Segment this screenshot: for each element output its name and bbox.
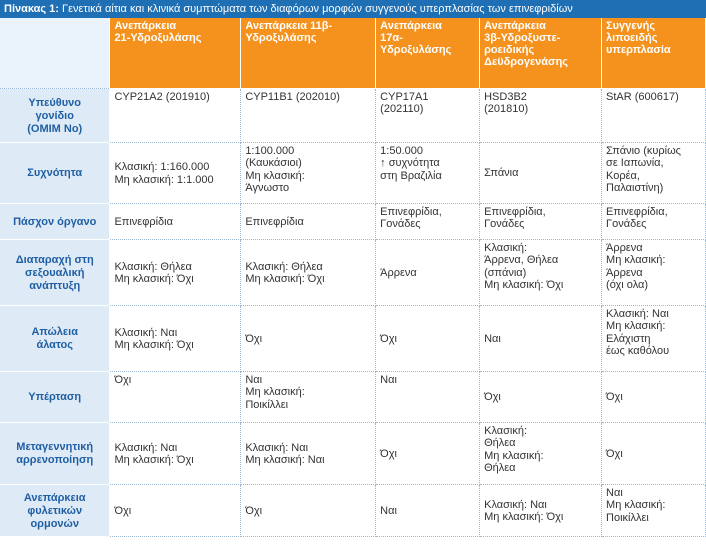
- table-cell: Επινεφρίδια, Γονάδες: [376, 203, 480, 239]
- table-cell: Ναι: [376, 484, 480, 536]
- row-header-salt-wasting: Απώλεια άλατος: [0, 305, 110, 371]
- data-table: [0, 18, 706, 537]
- table-cell: Κλασική: Ναι Μη κλασική: Όχι: [110, 305, 241, 371]
- table-cell: Όχι: [480, 371, 602, 422]
- row-header-affected-organ: Πάσχον όργανο: [0, 203, 110, 239]
- table-row: [0, 203, 706, 239]
- table-cell: Όχι: [110, 484, 241, 536]
- header-row: [0, 18, 706, 88]
- row-header-gene: Υπεύθυνο γονίδιο (ΟΜΙΜ Νο): [0, 88, 110, 142]
- table-cell: Επινεφρίδια: [241, 203, 376, 239]
- table-cell: Κλασική: 1:160.000 Μη κλασική: 1:1.000: [110, 142, 241, 203]
- table-cell: Ναι: [480, 305, 602, 371]
- corner-cell: [0, 18, 110, 88]
- table-cell: Σπάνια: [480, 142, 602, 203]
- table-cell: Όχι: [602, 422, 706, 484]
- table-cell: Όχι: [241, 484, 376, 536]
- table-cell: Άρρενα Μη κλασική: Άρρενα (όχι ολα): [602, 239, 706, 305]
- row-header-hypertension: Υπέρταση: [0, 371, 110, 422]
- table-cell: Κλασική: Ναι Μη κλασική: Ελάχιστη έως καθόλου: [602, 305, 706, 371]
- caption-label: Πίνακας 1:: [4, 3, 59, 15]
- table-cell: 1:100.000 (Καυκάσιοι) Μη κλασική: Άγνωστο: [241, 142, 376, 203]
- table-cell: HSD3B2 (201810): [480, 88, 602, 142]
- table-cell: Ναι Μη κλασική: Ποικίλλει: [241, 371, 376, 422]
- table-cell: CYP11B1 (202010): [241, 88, 376, 142]
- table-cell: Όχι: [241, 305, 376, 371]
- table-cell: CYP21A2 (201910): [110, 88, 241, 142]
- table-row: [0, 239, 706, 305]
- table-cell: Επινεφρίδια, Γονάδες: [602, 203, 706, 239]
- table-cell: Όχι: [602, 371, 706, 422]
- table-cell: Επινεφρίδια: [110, 203, 241, 239]
- table-cell: Κλασική: Θήλεα Μη κλασική: Όχι: [241, 239, 376, 305]
- column-header-11b-hydroxylase: Ανεπάρκεια 11β- Υδροξυλάσης: [241, 18, 376, 88]
- table-cell: Κλασική: Ναι Μη κλασική: Ναι: [241, 422, 376, 484]
- caption-text: Γενετικά αίτια και κλινικά συμπτώματα των διαφόρων μορφών συγγενούς υπερπλασίας των επινεφριδίων: [58, 3, 573, 15]
- table-cell: Άρρενα: [376, 239, 480, 305]
- row-header-frequency: Συχνότητα: [0, 142, 110, 203]
- table-row: [0, 88, 706, 142]
- table-cell: Ναι Μη κλασική: Ποικίλλει: [602, 484, 706, 536]
- table-row: [0, 484, 706, 536]
- table-cell: Κλασική: Ναι Μη κλασική: Όχι: [110, 422, 241, 484]
- table-cell: Επινεφρίδια, Γονάδες: [480, 203, 602, 239]
- table-row: [0, 142, 706, 203]
- table-cell: StAR (600617): [602, 88, 706, 142]
- table-cell: Όχι: [376, 422, 480, 484]
- table-cell: Κλασική: Ναι Μη κλασική: Όχι: [480, 484, 602, 536]
- table-cell: Όχι: [110, 371, 241, 422]
- table-row: [0, 305, 706, 371]
- column-header-17a-hydroxylase: Ανεπάρκεια 17α- Υδροξυλάσης: [376, 18, 480, 88]
- table-cell: Κλασική: Άρρενα, Θήλεα (σπάνια) Μη κλασική: Όχι: [480, 239, 602, 305]
- row-header-postnatal-virilization: Μεταγεννητική αρρενοποίηση: [0, 422, 110, 484]
- table-cell: Ναι: [376, 371, 480, 422]
- table-cell: Όχι: [376, 305, 480, 371]
- table-cell: Κλασική: Θήλεα Μη κλασική: Θήλεα: [480, 422, 602, 484]
- column-header-21-hydroxylase: Ανεπάρκεια 21-Υδροξυλάσης: [110, 18, 241, 88]
- table-row: [0, 371, 706, 422]
- table-cell: CYP17A1 (202110): [376, 88, 480, 142]
- row-header-sexual-development: Διαταραχή στη σεξουαλική ανάπτυξη: [0, 239, 110, 305]
- table-cell: Κλασική: Θήλεα Μη κλασική: Όχι: [110, 239, 241, 305]
- table-caption: [0, 0, 706, 18]
- table-row: [0, 422, 706, 484]
- table-cell: 1:50.000 ↑ συχνότητα στη Βραζιλία: [376, 142, 480, 203]
- table-cell: Σπάνιο (κυρίως σε Ιαπωνία, Κορέα, Παλαιστίνη): [602, 142, 706, 203]
- column-header-lipoid-hyperplasia: Συγγενής λιποειδής υπερπλασία: [602, 18, 706, 88]
- row-header-sex-hormone-deficiency: Ανεπάρκεια φυλετικών ορμονών: [0, 484, 110, 536]
- column-header-3b-hsd: Ανεπάρκεια 3β-Υδροξυστε- ροειδικής Δεϋδρογενάσης: [480, 18, 602, 88]
